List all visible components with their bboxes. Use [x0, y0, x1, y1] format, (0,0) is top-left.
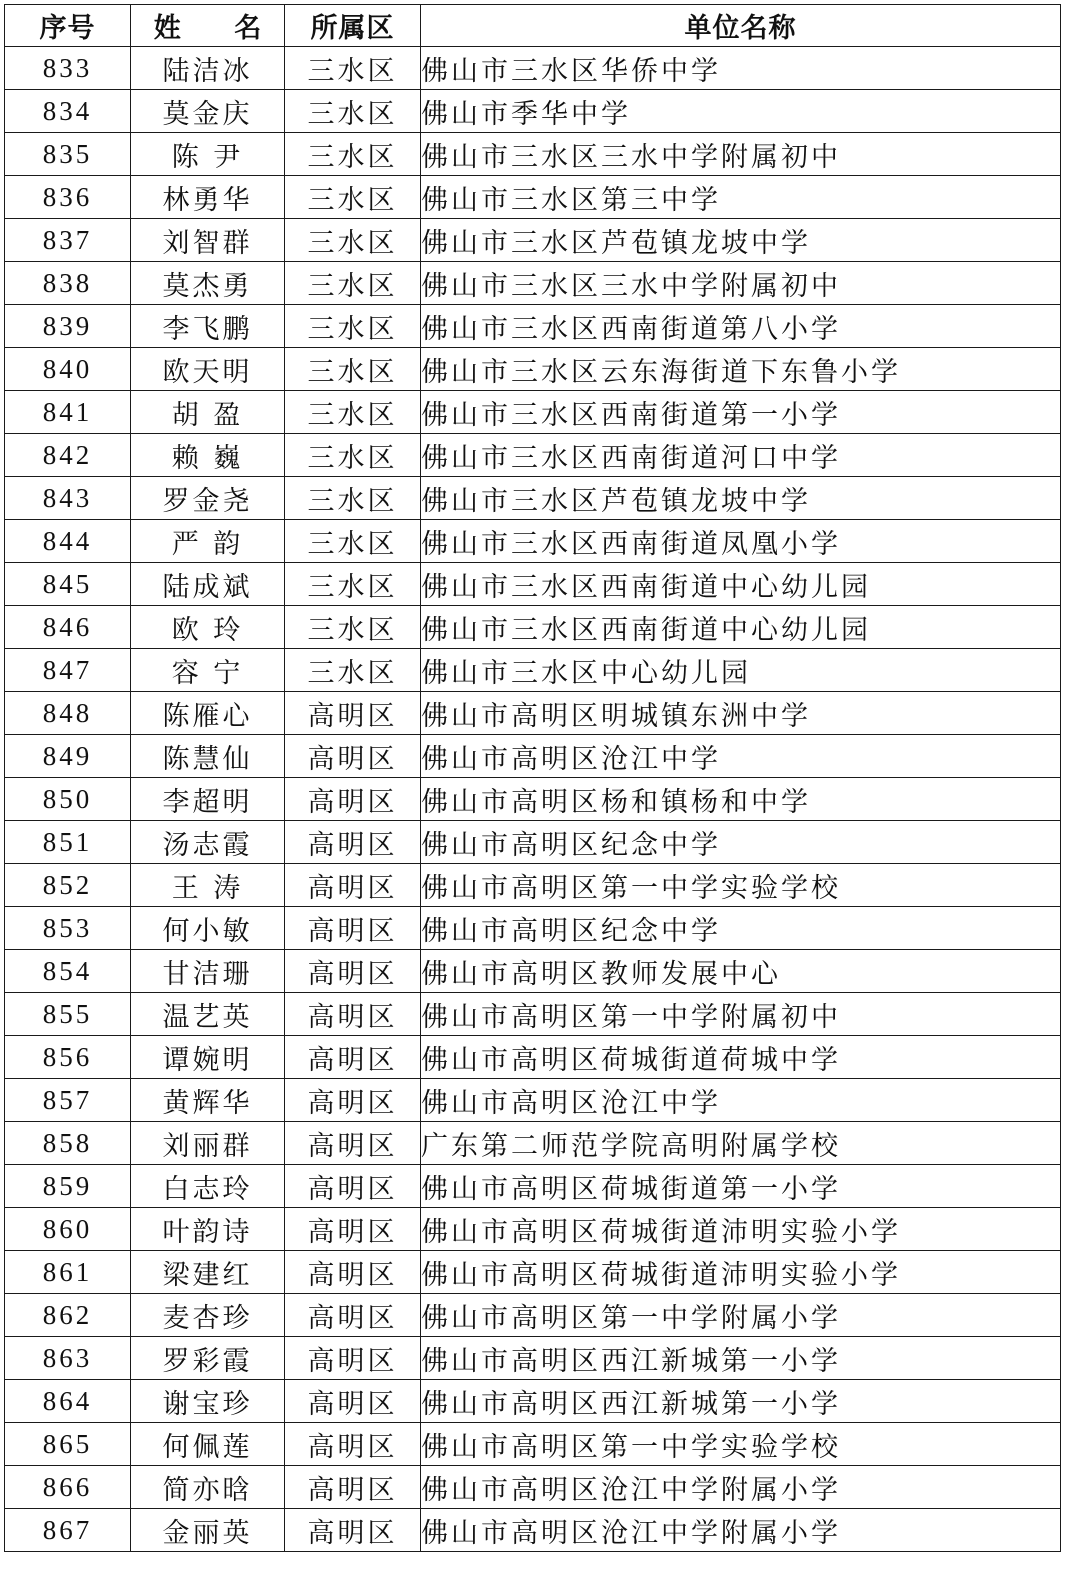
cell-unit: 佛山市高明区杨和镇杨和中学: [421, 778, 1061, 821]
cell-number: 859: [5, 1165, 131, 1208]
cell-unit: 佛山市季华中学: [421, 90, 1061, 133]
cell-number: 847: [5, 649, 131, 692]
cell-district: 高明区: [285, 1036, 421, 1079]
cell-district: 高明区: [285, 1509, 421, 1552]
cell-district: 高明区: [285, 950, 421, 993]
roster-sheet: [4, 4, 1060, 1552]
cell-number: 842: [5, 434, 131, 477]
cell-name: 麦杏珍: [131, 1294, 285, 1337]
table-body: [5, 47, 1061, 1552]
cell-district: 三水区: [285, 133, 421, 176]
cell-number: 853: [5, 907, 131, 950]
header-unit: 单位名称: [421, 5, 1061, 47]
cell-number: 851: [5, 821, 131, 864]
cell-name: 李飞鹏: [131, 305, 285, 348]
cell-unit: 佛山市三水区三水中学附属初中: [421, 262, 1061, 305]
table-row: [5, 219, 1061, 262]
cell-unit: 佛山市高明区第一中学附属小学: [421, 1294, 1061, 1337]
cell-number: 848: [5, 692, 131, 735]
cell-number: 843: [5, 477, 131, 520]
header-row: [5, 5, 1061, 47]
cell-unit: 佛山市三水区云东海街道下东鲁小学: [421, 348, 1061, 391]
cell-number: 845: [5, 563, 131, 606]
cell-district: 高明区: [285, 778, 421, 821]
cell-name: 王 涛: [131, 864, 285, 907]
cell-name: 温艺英: [131, 993, 285, 1036]
cell-unit: 广东第二师范学院高明附属学校: [421, 1122, 1061, 1165]
table-row: [5, 477, 1061, 520]
cell-unit: 佛山市高明区纪念中学: [421, 821, 1061, 864]
cell-name: 叶韵诗: [131, 1208, 285, 1251]
table-row: [5, 133, 1061, 176]
cell-number: 833: [5, 47, 131, 90]
cell-name: 汤志霞: [131, 821, 285, 864]
cell-district: 高明区: [285, 735, 421, 778]
cell-unit: 佛山市三水区西南街道河口中学: [421, 434, 1061, 477]
table-row: [5, 348, 1061, 391]
cell-district: 三水区: [285, 219, 421, 262]
cell-name: 金丽英: [131, 1509, 285, 1552]
table-row: [5, 1251, 1061, 1294]
cell-district: 三水区: [285, 305, 421, 348]
cell-name: 刘丽群: [131, 1122, 285, 1165]
cell-number: 855: [5, 993, 131, 1036]
cell-district: 三水区: [285, 606, 421, 649]
table-row: [5, 1509, 1061, 1552]
cell-unit: 佛山市高明区荷城街道沛明实验小学: [421, 1251, 1061, 1294]
cell-district: 高明区: [285, 1208, 421, 1251]
cell-name: 李超明: [131, 778, 285, 821]
cell-district: 三水区: [285, 262, 421, 305]
table-row: [5, 176, 1061, 219]
cell-name: 甘洁珊: [131, 950, 285, 993]
cell-district: 高明区: [285, 1079, 421, 1122]
table-row: [5, 735, 1061, 778]
table-row: [5, 1208, 1061, 1251]
cell-district: 高明区: [285, 1337, 421, 1380]
cell-name: 白志玲: [131, 1165, 285, 1208]
cell-unit: 佛山市高明区教师发展中心: [421, 950, 1061, 993]
cell-unit: 佛山市三水区芦苞镇龙坡中学: [421, 219, 1061, 262]
table-row: [5, 864, 1061, 907]
cell-unit: 佛山市三水区西南街道第八小学: [421, 305, 1061, 348]
table-row: [5, 821, 1061, 864]
cell-district: 三水区: [285, 563, 421, 606]
table-header: [5, 5, 1061, 47]
cell-number: 836: [5, 176, 131, 219]
table-row: [5, 1294, 1061, 1337]
header-number: 序号: [5, 5, 131, 47]
cell-name: 胡 盈: [131, 391, 285, 434]
table-row: [5, 1423, 1061, 1466]
cell-number: 834: [5, 90, 131, 133]
cell-number: 865: [5, 1423, 131, 1466]
cell-number: 838: [5, 262, 131, 305]
cell-name: 陆洁冰: [131, 47, 285, 90]
table-row: [5, 563, 1061, 606]
cell-name: 何佩莲: [131, 1423, 285, 1466]
cell-number: 839: [5, 305, 131, 348]
cell-name: 莫杰勇: [131, 262, 285, 305]
cell-name: 何小敏: [131, 907, 285, 950]
table-row: [5, 1380, 1061, 1423]
cell-name: 容 宁: [131, 649, 285, 692]
cell-unit: 佛山市高明区荷城街道第一小学: [421, 1165, 1061, 1208]
table-row: [5, 606, 1061, 649]
cell-district: 高明区: [285, 1165, 421, 1208]
cell-district: 三水区: [285, 47, 421, 90]
table-row: [5, 1466, 1061, 1509]
cell-district: 三水区: [285, 90, 421, 133]
cell-unit: 佛山市三水区中心幼儿园: [421, 649, 1061, 692]
cell-unit: 佛山市高明区第一中学实验学校: [421, 1423, 1061, 1466]
cell-unit: 佛山市高明区明城镇东洲中学: [421, 692, 1061, 735]
cell-number: 867: [5, 1509, 131, 1552]
table-row: [5, 262, 1061, 305]
cell-district: 三水区: [285, 477, 421, 520]
cell-district: 三水区: [285, 391, 421, 434]
cell-number: 837: [5, 219, 131, 262]
cell-number: 861: [5, 1251, 131, 1294]
header-name: 姓 名: [131, 5, 285, 47]
table-row: [5, 47, 1061, 90]
cell-name: 陈慧仙: [131, 735, 285, 778]
cell-unit: 佛山市高明区荷城街道沛明实验小学: [421, 1208, 1061, 1251]
cell-district: 高明区: [285, 692, 421, 735]
cell-district: 高明区: [285, 907, 421, 950]
roster-table: [4, 4, 1061, 1552]
table-row: [5, 778, 1061, 821]
cell-district: 高明区: [285, 1466, 421, 1509]
cell-district: 高明区: [285, 993, 421, 1036]
cell-unit: 佛山市高明区沧江中学附属小学: [421, 1466, 1061, 1509]
cell-number: 852: [5, 864, 131, 907]
cell-unit: 佛山市三水区西南街道第一小学: [421, 391, 1061, 434]
cell-number: 849: [5, 735, 131, 778]
cell-district: 三水区: [285, 348, 421, 391]
cell-name: 林勇华: [131, 176, 285, 219]
cell-number: 857: [5, 1079, 131, 1122]
cell-district: 三水区: [285, 520, 421, 563]
cell-name: 陈 尹: [131, 133, 285, 176]
cell-unit: 佛山市高明区西江新城第一小学: [421, 1380, 1061, 1423]
table-row: [5, 1337, 1061, 1380]
cell-name: 严 韵: [131, 520, 285, 563]
cell-unit: 佛山市三水区西南街道中心幼儿园: [421, 606, 1061, 649]
cell-number: 835: [5, 133, 131, 176]
cell-number: 856: [5, 1036, 131, 1079]
header-district: 所属区: [285, 5, 421, 47]
table-row: [5, 692, 1061, 735]
cell-district: 三水区: [285, 176, 421, 219]
cell-name: 刘智群: [131, 219, 285, 262]
cell-number: 858: [5, 1122, 131, 1165]
table-row: [5, 950, 1061, 993]
cell-number: 863: [5, 1337, 131, 1380]
cell-unit: 佛山市高明区西江新城第一小学: [421, 1337, 1061, 1380]
cell-name: 梁建红: [131, 1251, 285, 1294]
cell-unit: 佛山市高明区沧江中学: [421, 735, 1061, 778]
cell-number: 840: [5, 348, 131, 391]
table-row: [5, 1036, 1061, 1079]
cell-district: 三水区: [285, 434, 421, 477]
table-row: [5, 520, 1061, 563]
cell-number: 860: [5, 1208, 131, 1251]
table-row: [5, 1122, 1061, 1165]
table-row: [5, 649, 1061, 692]
cell-district: 高明区: [285, 1423, 421, 1466]
cell-number: 841: [5, 391, 131, 434]
table-row: [5, 90, 1061, 133]
table-row: [5, 434, 1061, 477]
cell-district: 高明区: [285, 1251, 421, 1294]
table-row: [5, 1165, 1061, 1208]
cell-district: 高明区: [285, 1122, 421, 1165]
cell-number: 846: [5, 606, 131, 649]
cell-district: 三水区: [285, 649, 421, 692]
cell-name: 黄辉华: [131, 1079, 285, 1122]
cell-unit: 佛山市高明区沧江中学: [421, 1079, 1061, 1122]
cell-unit: 佛山市三水区三水中学附属初中: [421, 133, 1061, 176]
cell-district: 高明区: [285, 821, 421, 864]
cell-name: 简亦晗: [131, 1466, 285, 1509]
table-row: [5, 391, 1061, 434]
cell-unit: 佛山市高明区第一中学实验学校: [421, 864, 1061, 907]
cell-number: 850: [5, 778, 131, 821]
cell-number: 866: [5, 1466, 131, 1509]
cell-number: 862: [5, 1294, 131, 1337]
cell-unit: 佛山市三水区西南街道凤凰小学: [421, 520, 1061, 563]
cell-name: 欧天明: [131, 348, 285, 391]
cell-district: 高明区: [285, 1294, 421, 1337]
cell-unit: 佛山市高明区第一中学附属初中: [421, 993, 1061, 1036]
cell-name: 赖 巍: [131, 434, 285, 477]
cell-unit: 佛山市三水区第三中学: [421, 176, 1061, 219]
cell-number: 864: [5, 1380, 131, 1423]
table-row: [5, 305, 1061, 348]
cell-name: 欧 玲: [131, 606, 285, 649]
cell-unit: 佛山市三水区芦苞镇龙坡中学: [421, 477, 1061, 520]
table-row: [5, 993, 1061, 1036]
cell-district: 高明区: [285, 1380, 421, 1423]
table-row: [5, 1079, 1061, 1122]
cell-number: 854: [5, 950, 131, 993]
cell-name: 罗彩霞: [131, 1337, 285, 1380]
cell-name: 陆成斌: [131, 563, 285, 606]
cell-district: 高明区: [285, 864, 421, 907]
cell-name: 莫金庆: [131, 90, 285, 133]
cell-name: 罗金尧: [131, 477, 285, 520]
cell-name: 谭婉明: [131, 1036, 285, 1079]
cell-unit: 佛山市高明区纪念中学: [421, 907, 1061, 950]
cell-name: 陈雁心: [131, 692, 285, 735]
cell-unit: 佛山市高明区荷城街道荷城中学: [421, 1036, 1061, 1079]
cell-number: 844: [5, 520, 131, 563]
cell-name: 谢宝珍: [131, 1380, 285, 1423]
cell-unit: 佛山市三水区华侨中学: [421, 47, 1061, 90]
cell-unit: 佛山市三水区西南街道中心幼儿园: [421, 563, 1061, 606]
cell-unit: 佛山市高明区沧江中学附属小学: [421, 1509, 1061, 1552]
table-row: [5, 907, 1061, 950]
